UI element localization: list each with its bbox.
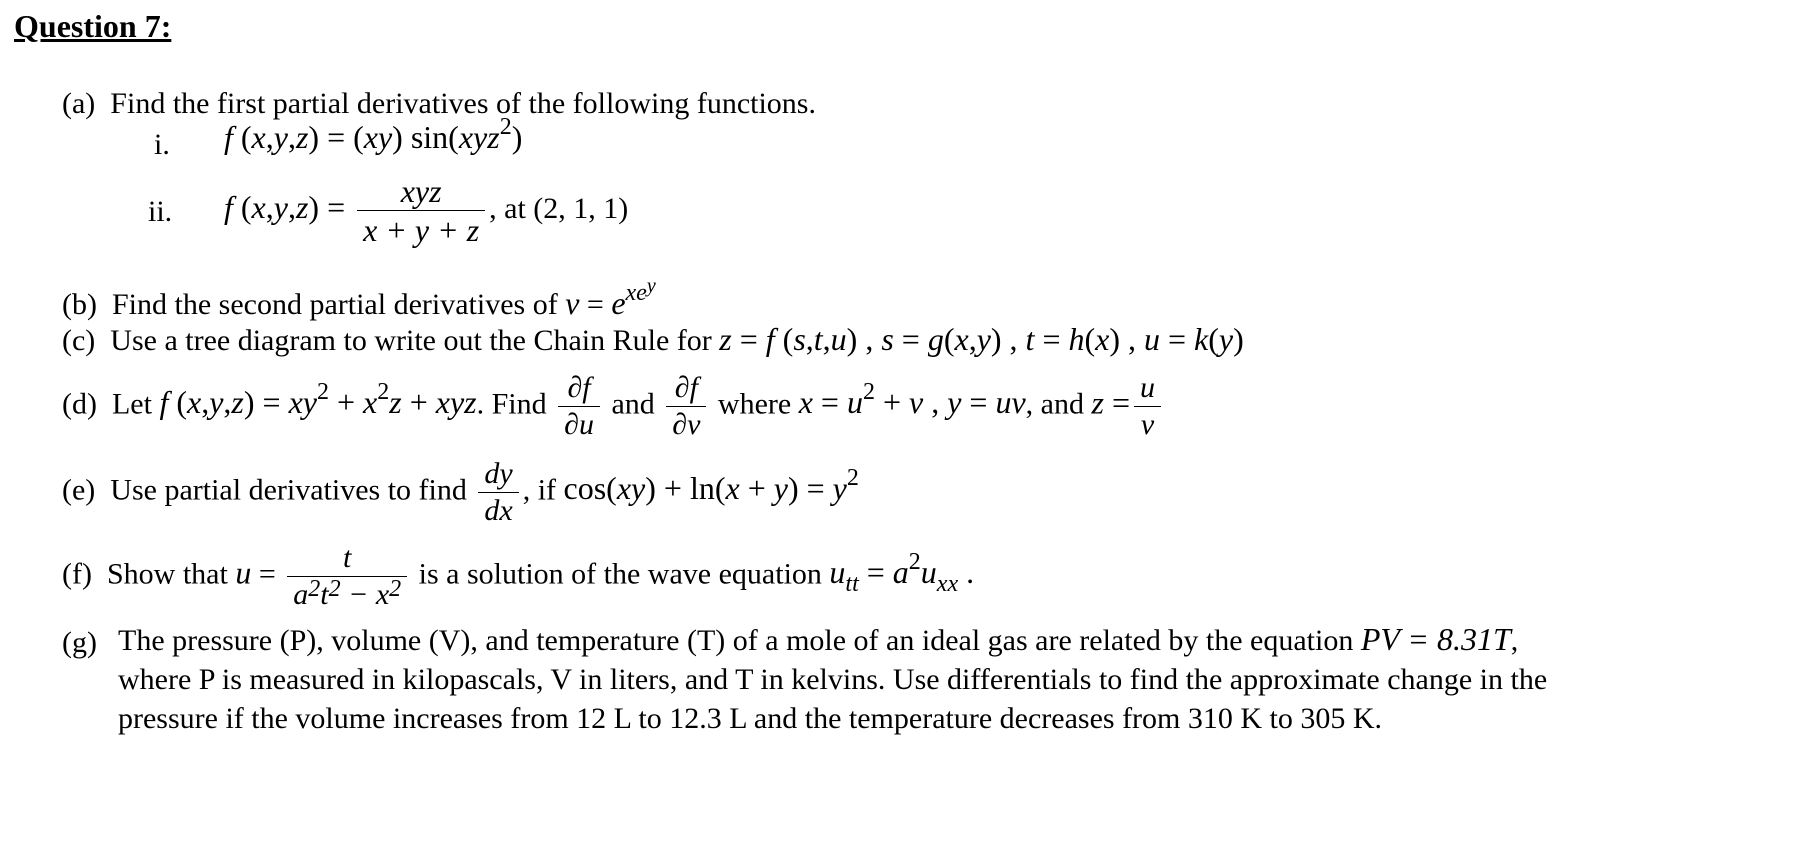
part-b-text: Find the second partial derivatives of	[111, 288, 558, 321]
ideal-gas-equation: PV = 8.31T	[1360, 621, 1511, 657]
fraction: $\frac{\text{xyz}}{x + y + z}$	[357, 172, 485, 250]
part-d-let: Let	[111, 387, 152, 421]
part-e: (e) Use partial derivatives to find $\frac{dy}{dx}$ , if $\cos(xy) + \ln(x + y) = y^2$	[62, 457, 859, 527]
part-d-label: (d)	[62, 387, 97, 421]
part-d-find: . Find	[476, 387, 547, 421]
part-a-label: (a)	[62, 87, 96, 120]
part-a-ii-expr: f (x,y,z) = $\frac{\text{xyz}}{x + y + z}$ , at (2, 1, 1)	[224, 173, 629, 249]
part-g-label: (g)	[62, 626, 97, 659]
question-heading: Question 7:	[14, 8, 172, 44]
part-g-line3: pressure if the volume increases from 12 L to 12.3 L and the temperature decreases from 310 K to 305 K.	[118, 702, 1383, 735]
part-f-text1: Show that	[106, 557, 228, 591]
part-d-and2: , and	[1025, 387, 1084, 421]
part-a-text: Find the first partial derivatives of the following functions.	[110, 87, 816, 120]
df-dv-fraction: $\frac{\partial f}{\partial v}$	[666, 370, 706, 443]
part-f-text2: is a solution of the wave equation	[418, 557, 822, 591]
part-g-line1-tail: ,	[1510, 624, 1519, 657]
u-over-v-fraction: $\frac{u}{v}$	[1134, 370, 1161, 443]
part-a-i-expr: f (x,y,z) = (xy) sin(xyz$^2$)	[224, 114, 523, 155]
part-e-text: Use partial derivatives to find	[110, 473, 467, 507]
part-a-ii-tail: , at (2, 1, 1)	[489, 192, 629, 226]
part-a-ii-label: ii.	[148, 195, 173, 228]
part-g-line2: where P is measured in kilopascals, V in liters, and T in kelvins. Use differentials to find the approximate change in the	[118, 663, 1548, 696]
part-b-label: (b)	[62, 288, 97, 321]
part-f: (f) Show that u = $\frac{t}{a^2t^2 - x^2}$ is a solution of the wave equation $u_{tt} = a^2u_{xx}$ .	[62, 541, 975, 611]
part-c: (c) Use a tree diagram to write out the Chain Rule for z = f (s,t,u) , s = g(x,y) , t = h(x) , u = k(y)	[62, 321, 1244, 357]
part-c-text: Use a tree diagram to write out the Chain Rule for	[110, 324, 712, 357]
part-g-line1: The pressure (P), volume (V), and temperature (T) of a mole of an ideal gas are related by the equation	[118, 624, 1354, 657]
wave-fraction: $\frac{t}{a^2t^2 - x^2}$	[287, 540, 407, 613]
part-d: (d) Let f $(x,y,z) = xy^2 + x^2z$ + xyz. Find $\frac{\partial f}{\partial u}$ and $\frac{\partial f}{\partial v}$ where $x = u^2 + v$ , y = uv, and z = $\frac{u}{v}$	[62, 370, 1165, 443]
part-g-text	[118, 620, 1547, 738]
part-e-if: , if	[522, 473, 557, 507]
part-a	[62, 89, 816, 119]
part-d-and: and	[611, 387, 655, 421]
part-b: (b) Find the second partial derivatives of $v = e^{xe^y}$	[62, 275, 656, 321]
df-du-fraction: $\frac{\partial f}{\partial u}$	[558, 370, 600, 443]
part-c-label: (c)	[62, 324, 96, 357]
part-a-i-label: i.	[154, 128, 170, 161]
part-f-label: (f)	[62, 557, 92, 591]
part-e-label: (e)	[62, 473, 96, 507]
dy-dx-fraction: $\frac{dy}{dx}$	[478, 456, 518, 529]
part-d-where: where	[717, 387, 792, 421]
